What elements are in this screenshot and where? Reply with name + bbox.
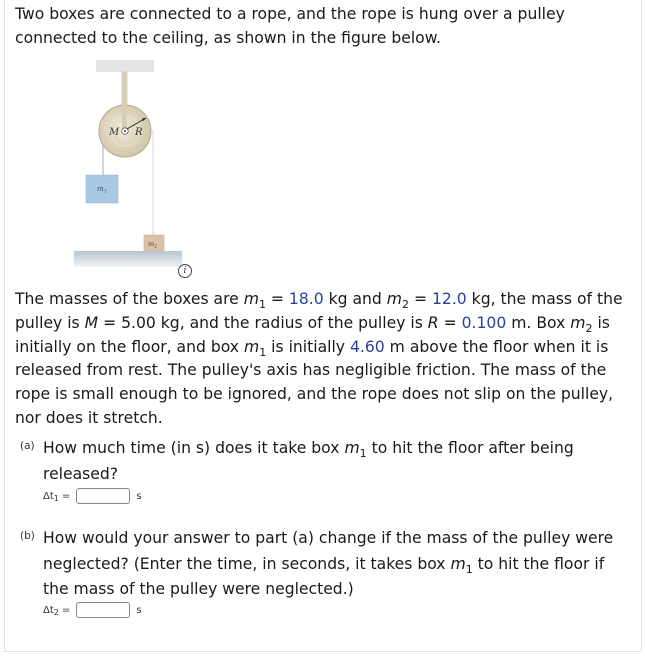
floor xyxy=(74,251,182,267)
part-b-label: (b) xyxy=(20,530,35,542)
pulley-diagram xyxy=(70,58,200,283)
part-a-answer-row xyxy=(43,488,142,504)
problem-statement: The masses of the boxes are $m_1 = 18.0$ kg and $m_2 = 12.0$ kg, the mass of the pulley is M = 5.00 kg, and the radius of the pulley is R = 0.100 m. Box $m_2$ is initially on the floor, and box $m_1$ is initially 4.60 m above the floor when it is released from rest. The pulley's axis has negligible friction. The mass of the rope is small enough to be ignored, and the rope does not slip on the pulley, nor does it stretch. xyxy=(15,290,623,427)
m2-value: 12.0 xyxy=(431,290,467,308)
delta-t1-input[interactable] xyxy=(76,488,130,504)
unit-label: s xyxy=(136,490,142,502)
ceiling xyxy=(96,60,154,72)
height-value: 4.60 xyxy=(349,337,385,356)
info-icon[interactable]: i xyxy=(178,264,192,278)
svg-text:R: R xyxy=(135,127,143,138)
svg-text:M: M xyxy=(109,127,120,138)
radius-value: 0.100 xyxy=(461,313,507,332)
intro-text: Two boxes are connected to a rope, and the rope is hung over a pulley connected to the ceiling, as shown in the figure below. xyxy=(15,5,565,47)
part-a-question: How much time (in s) does it take box $m_1$ to hit the floor after being released? xyxy=(43,439,574,483)
svg-text:m1: $m_1$ xyxy=(97,185,107,195)
unit-label: s xyxy=(136,604,142,616)
delta-t1-label: $\Delta t_1$ = xyxy=(43,490,71,503)
pulley-figure xyxy=(70,58,200,283)
part-b-answer-row xyxy=(43,602,142,618)
svg-text:m2: $m_2$ xyxy=(148,240,158,250)
part-a-label: (a) xyxy=(20,440,35,452)
part-b-question: How would your answer to part (a) change if the mass of the pulley were neglected? (Enter the time, in seconds, it takes box $m_1$ to hit the floor if the mass of the pulley were neglected.) xyxy=(43,529,614,598)
m1-value: 18.0 xyxy=(288,290,324,308)
delta-t2-label: $\Delta t_2$ = xyxy=(43,604,71,617)
delta-t2-input[interactable] xyxy=(76,602,130,618)
